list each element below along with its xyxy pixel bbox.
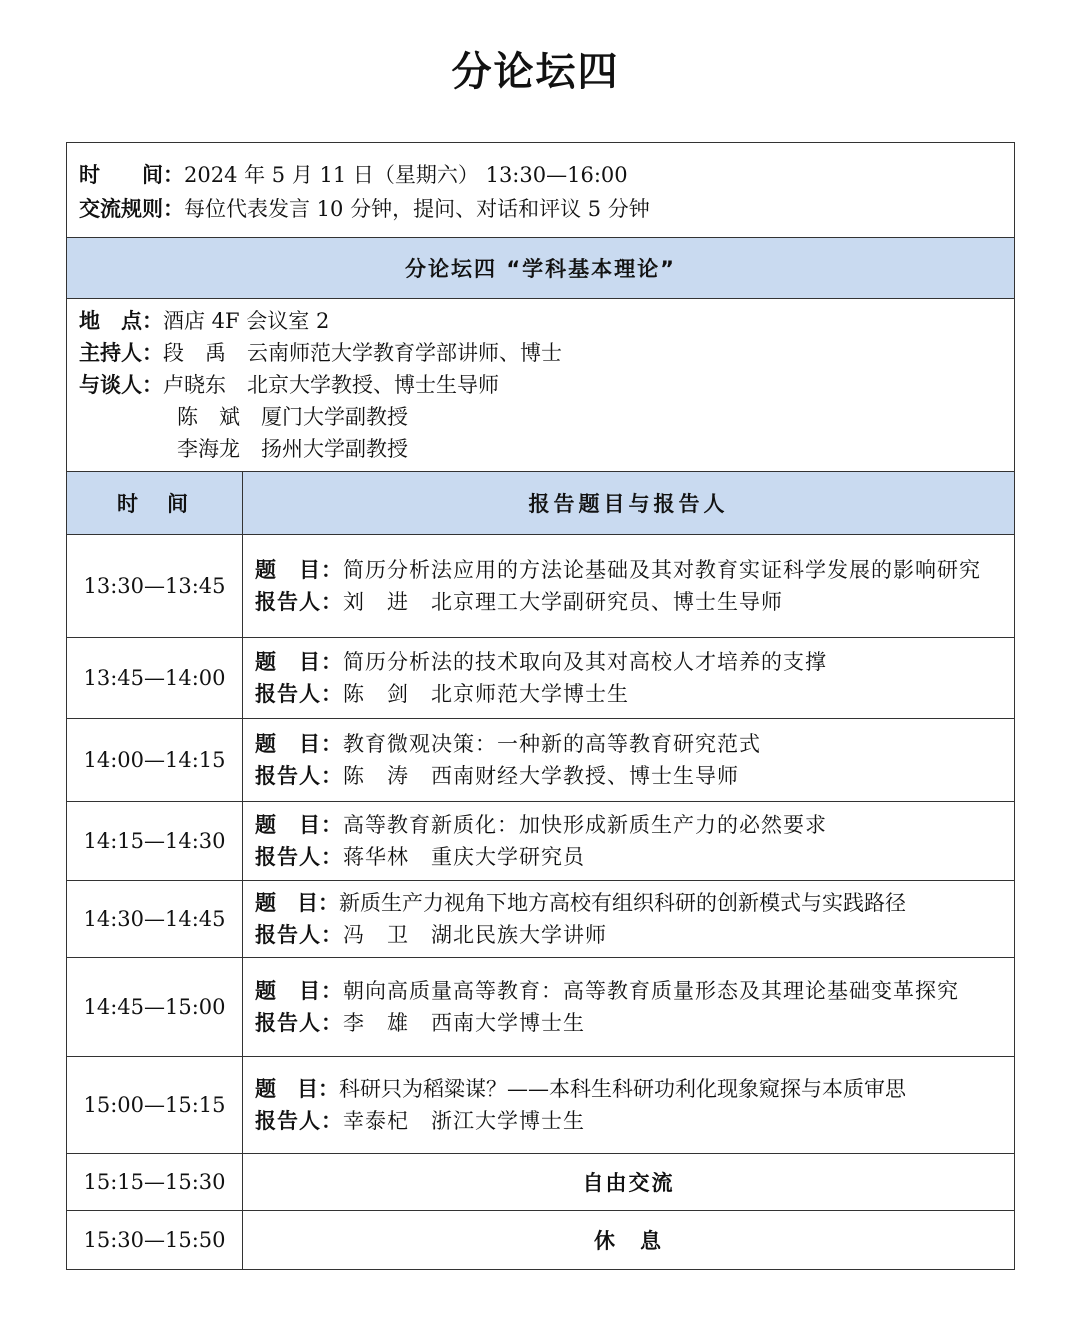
topic-line bbox=[255, 975, 1002, 1007]
reporter-label: 报告人： bbox=[255, 1011, 343, 1035]
table-row bbox=[67, 535, 1015, 638]
place-cell bbox=[67, 299, 1015, 472]
panel-line bbox=[79, 369, 1002, 401]
location-label: 地 点： bbox=[79, 309, 163, 333]
topic-line bbox=[255, 646, 1002, 678]
topic-label: 题 目： bbox=[255, 732, 343, 756]
panel-label: 与谈人： bbox=[79, 373, 163, 397]
topic-label: 题 目： bbox=[255, 1077, 339, 1101]
reporter-text: 幸泰杞 浙江大学博士生 bbox=[343, 1109, 585, 1133]
topic-text: 高等教育新质化：加快形成新质生产力的必然要求 bbox=[343, 813, 827, 837]
session-time: 14:15—14:30 bbox=[67, 802, 243, 881]
host-line bbox=[79, 337, 1002, 369]
reporter-label: 报告人： bbox=[255, 590, 343, 614]
reporter-line bbox=[255, 1007, 1002, 1039]
session-time: 14:00—14:15 bbox=[67, 719, 243, 802]
panelist-line bbox=[79, 433, 1002, 465]
rule-line bbox=[79, 192, 1002, 226]
time-line bbox=[79, 158, 1002, 192]
table-row bbox=[67, 1057, 1015, 1154]
location-value: 酒店 4F 会议室 2 bbox=[163, 309, 330, 333]
reporter-text: 刘 进 北京理工大学副研究员、博士生导师 bbox=[343, 590, 783, 614]
topic-line bbox=[255, 554, 1002, 586]
panelist: 陈 斌 厦门大学副教授 bbox=[177, 405, 408, 429]
reporter-line bbox=[255, 678, 1002, 710]
info-row bbox=[67, 143, 1015, 238]
reporter-line bbox=[255, 919, 1002, 951]
reporter-label: 报告人： bbox=[255, 1109, 343, 1133]
reporter-text: 蒋华林 重庆大学研究员 bbox=[343, 845, 585, 869]
header-topic: 报告题目与报告人 bbox=[243, 472, 1015, 535]
session-detail bbox=[243, 638, 1015, 719]
reporter-label: 报告人： bbox=[255, 923, 343, 947]
forum-title: 分论坛四 “学科基本理论” bbox=[67, 238, 1015, 299]
topic-text: 朝向高质量高等教育：高等教育质量形态及其理论基础变革探究 bbox=[343, 979, 959, 1003]
reporter-line bbox=[255, 586, 1002, 618]
topic-line bbox=[255, 728, 1002, 760]
topic-label: 题 目： bbox=[255, 558, 343, 582]
location-line bbox=[79, 305, 1002, 337]
rule-label: 交流规则： bbox=[79, 197, 184, 221]
info-cell bbox=[67, 143, 1015, 238]
reporter-line bbox=[255, 841, 1002, 873]
reporter-line bbox=[255, 760, 1002, 792]
table-header-row bbox=[67, 472, 1015, 535]
topic-line bbox=[255, 1073, 1002, 1105]
topic-label: 题 目： bbox=[255, 891, 339, 915]
free-exchange-row bbox=[67, 1154, 1015, 1211]
table-row bbox=[67, 881, 1015, 958]
session-time: 13:30—13:45 bbox=[67, 535, 243, 638]
session-time: 15:00—15:15 bbox=[67, 1057, 243, 1154]
topic-label: 题 目： bbox=[255, 650, 343, 674]
session-detail bbox=[243, 1057, 1015, 1154]
place-row bbox=[67, 299, 1015, 472]
session-time: 14:45—15:00 bbox=[67, 958, 243, 1057]
session-detail bbox=[243, 719, 1015, 802]
header-time: 时 间 bbox=[67, 472, 243, 535]
topic-text: 简历分析法的技术取向及其对高校人才培养的支撑 bbox=[343, 650, 827, 674]
forum-title-row bbox=[67, 238, 1015, 299]
panelist-line bbox=[79, 401, 1002, 433]
reporter-label: 报告人： bbox=[255, 845, 343, 869]
table-row bbox=[67, 719, 1015, 802]
topic-text: 教育微观决策：一种新的高等教育研究范式 bbox=[343, 732, 761, 756]
page-title: 分论坛四 bbox=[451, 49, 620, 95]
break-label: 休 息 bbox=[243, 1211, 1015, 1270]
host-label: 主持人： bbox=[79, 341, 163, 365]
free-exchange-label: 自由交流 bbox=[243, 1154, 1015, 1211]
topic-line bbox=[255, 887, 1002, 919]
reporter-text: 李 雄 西南大学博士生 bbox=[343, 1011, 585, 1035]
topic-line bbox=[255, 809, 1002, 841]
topic-text: 新质生产力视角下地方高校有组织科研的创新模式与实践路径 bbox=[339, 891, 906, 915]
session-detail bbox=[243, 881, 1015, 958]
session-time: 14:30—14:45 bbox=[67, 881, 243, 958]
topic-text: 科研只为稻粱谋？——本科生科研功利化现象窥探与本质审思 bbox=[339, 1077, 906, 1101]
reporter-label: 报告人： bbox=[255, 682, 343, 706]
free-exchange-time: 15:15—15:30 bbox=[67, 1154, 243, 1211]
rule-value: 每位代表发言 10 分钟，提问、对话和评议 5 分钟 bbox=[184, 197, 650, 221]
reporter-text: 陈 涛 西南财经大学教授、博士生导师 bbox=[343, 764, 739, 788]
table-row bbox=[67, 638, 1015, 719]
host-value: 段 禹 云南师范大学教育学部讲师、博士 bbox=[163, 341, 562, 365]
reporter-label: 报告人： bbox=[255, 764, 343, 788]
time-label: 时 间： bbox=[79, 163, 184, 187]
topic-label: 题 目： bbox=[255, 813, 343, 837]
reporter-line bbox=[255, 1105, 1002, 1137]
session-time: 13:45—14:00 bbox=[67, 638, 243, 719]
topic-text: 简历分析法应用的方法论基础及其对教育实证科学发展的影响研究 bbox=[343, 558, 981, 582]
panelist: 李海龙 扬州大学副教授 bbox=[177, 437, 408, 461]
time-value: 2024 年 5 月 11 日（星期六） 13:30—16:00 bbox=[184, 163, 628, 187]
session-detail bbox=[243, 535, 1015, 638]
table-row bbox=[67, 802, 1015, 881]
schedule-table bbox=[66, 142, 1015, 1270]
reporter-text: 陈 剑 北京师范大学博士生 bbox=[343, 682, 629, 706]
panelist: 卢晓东 北京大学教授、博士生导师 bbox=[163, 373, 499, 397]
session-detail bbox=[243, 802, 1015, 881]
break-time: 15:30—15:50 bbox=[67, 1211, 243, 1270]
session-detail bbox=[243, 958, 1015, 1057]
reporter-text: 冯 卫 湖北民族大学讲师 bbox=[343, 923, 607, 947]
topic-label: 题 目： bbox=[255, 979, 343, 1003]
break-row bbox=[67, 1211, 1015, 1270]
table-row bbox=[67, 958, 1015, 1057]
